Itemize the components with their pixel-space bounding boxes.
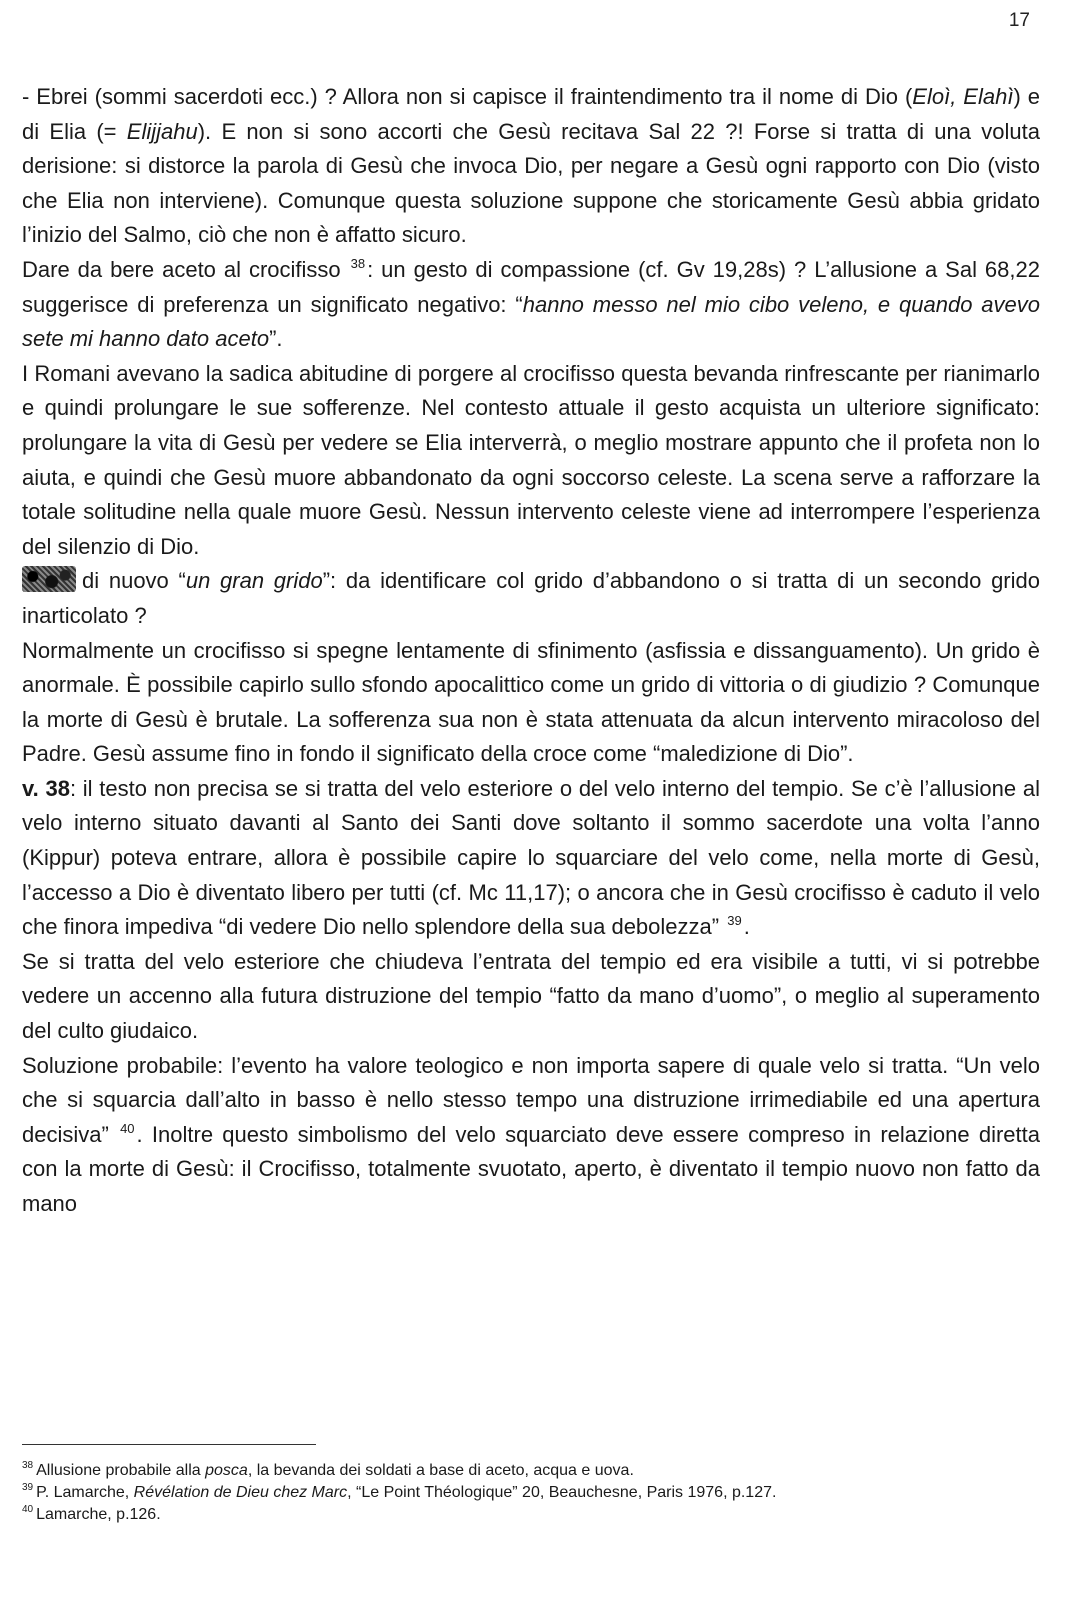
verse-marker: v. 38 (22, 775, 70, 801)
footnote-divider (22, 1444, 316, 1445)
paragraph-4: di nuovo “un gran grido”: da identificare col grido d’abbandono o si tratta di un secondo grido inarticolato ? (22, 568, 1040, 628)
paragraph-7: Se si tratta del velo esteriore che chiudeva l’entrata del tempio ed era visibile a tutti, vi si potrebbe vedere un accenno alla futura distruzione del tempio “fatto da mano d’uomo”, o meglio al superamento del culto giudaico. (22, 948, 1040, 1044)
paragraph-1: - Ebrei (sommi sacerdoti ecc.) ? Allora non si capisce il fraintendimento tra il nome di Dio (Eloì, Elahì) e di Elia (= Elijjahu). E non si sono accorti che Gesù recitava Sal 22 ?! Forse si tratta di una voluta derisione: si distorce la parola di Gesù che invoca Dio, per negare a Gesù ogni rapporto con Dio (visto che Elia non interviene). Comunque questa soluzione suppone che storicamente Gesù abbia gridato l’inizio del Salmo, ciò che non è affatto sicuro. (22, 84, 1040, 248)
page-number: 17 (1008, 10, 1030, 31)
paragraph-3: I Romani avevano la sadica abitudine di porgere al crocifisso questa bevanda rinfrescante per rianimarlo e quindi prolungare le sue sofferenze. Nel contesto attuale il gesto acquista un ulteriore significato: prolungare la vita di Gesù per vedere se Elia interverrà, o meglio mostrare appunto che il profeta non lo aiuta, e quindi che Gesù muore abbandonato da ogni soccorso celeste. La scena serve a rafforzare la totale solitudine nella quale muore Gesù. Nessun intervento celeste viene ad interrompere l’esperienza del silenzio di Dio. (22, 360, 1040, 559)
footnote-39: $^{39}$ P. Lamarche, Révélation de Dieu chez Marc, “Le Point Théologique” 20, Beauchesne, Paris 1976, p.127. (22, 1482, 777, 1501)
footnote-ref-38: 38 (350, 255, 366, 271)
paragraph-5: Normalmente un crocifisso si spegne lentamente di sfinimento (asfissia e dissanguamento). Un grido è anormale. È possibile capirlo sullo sfondo apocalittico come un grido di vittoria o di giudizio ? Comunque la morte di Gesù è brutale. La sofferenza sua non è stata attenuata da alcun intervento miracoloso del Padre. Gesù assume fino in fondo il significato della croce come “maledizione di Dio”. (22, 637, 1040, 767)
paragraph-2: Dare da bere aceto al crocifisso $^{38}$: un gesto di compassione (cf. Gv 19,28s) ? L’allusione a Sal 68,22 suggerisce di preferenza un significato negativo: “hanno messo nel mio cibo veleno, e quando avevo sete mi hanno dato aceto”. (22, 255, 1040, 352)
footnote-38: $^{38}$ Allusione probabile alla posca, la bevanda dei soldati a base di aceto, acqua e uova. (22, 1460, 634, 1479)
footnote-ref-39: 39 (727, 913, 742, 929)
footnote-ref-40: 40 (120, 1120, 135, 1136)
footnote-40: $^{40}$ Lamarche, p.126. (22, 1504, 161, 1523)
footnotes (22, 1460, 1040, 1526)
scan-blot-verse-marker (22, 566, 76, 592)
body-text (22, 80, 1040, 1222)
paragraph-6: v. 38: il testo non precisa se si tratta del velo esteriore o del velo interno del tempio. Se c’è l’allusione al velo interno situato davanti al Santo dei Santi dove soltanto il sommo sacerdote una volta l’anno (Kippur) poteva entrare, allora è possibile capire lo squarciare del velo come, nella morte di Gesù, l’accesso a Dio è diventato libero per tutti (cf. Mc 11,17); o ancora che in Gesù crocifisso è caduto il velo che finora impediva “di vedere Dio nello splendore della sua debolezza” $^{39}$. (22, 775, 1040, 940)
paragraph-8: Soluzione probabile: l’evento ha valore teologico e non importa sapere di quale velo si tratta. “Un velo che si squarcia dall’alto in basso è nello stesso tempo una distruzione irrimediabile ed una apertura decisiva” $^{40}$. Inoltre questo simbolismo del velo squarciato deve essere compreso in relazione diretta con la morte di Gesù: il Crocifisso, totalmente svuotato, aperto, è diventato il tempio nuovo non fatto da mano (22, 1052, 1040, 1216)
